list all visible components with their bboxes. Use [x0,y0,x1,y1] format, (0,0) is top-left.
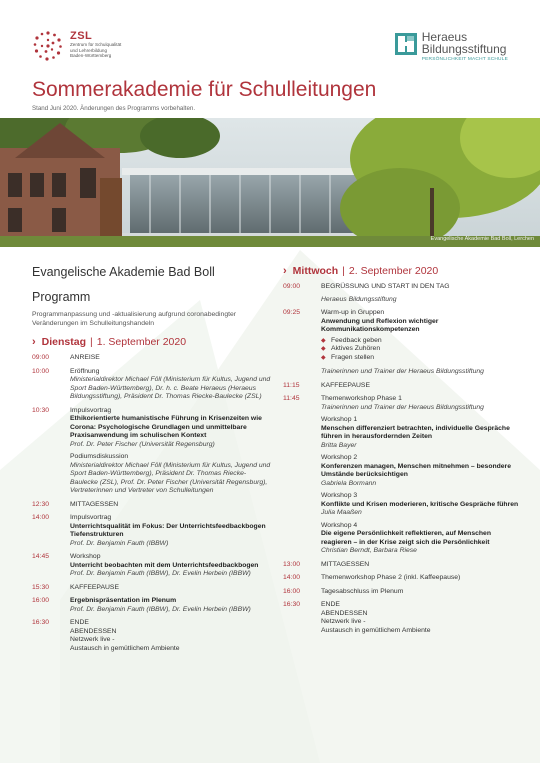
entry-body [70,553,272,579]
entry-time: 12:30 [32,500,50,508]
entry-label: Impulsvortrag [70,514,112,521]
entry-time: 09:00 [32,354,50,361]
workshop-title: Die eigene Persönlichkeit reflektieren, auf Menschen reagieren – in der Krise zeigt sich die Persönlichkeit [321,530,491,546]
schedule-entry [32,514,272,548]
schedule-entry [32,553,272,579]
day1-date: 1. September 2020 [96,336,187,348]
schedule-entry [283,382,523,391]
day2-name: Mittwoch [292,265,339,277]
entry-title: Unterricht beobachten mit dem Unterrichtsfeedbackbogen [70,561,259,569]
entry-time: 14:45 [32,553,50,560]
heraeus-name: Heraeus [421,30,468,44]
entry-text: ANREISE [70,354,100,361]
entry-line: ENDE [70,619,89,626]
entry-time: 09:25 [283,309,301,316]
entry-host: Trainerinnen und Trainer der Heraeus Bildungsstiftung [321,403,484,411]
entry-text: Tagesabschluss im Plenum [321,587,404,595]
workshop-speaker: Julia Maaßen [321,509,362,516]
entry-time: 14:00 [32,514,50,521]
entry-line: ABENDESSEN [70,627,117,635]
entry-text: KAFFEEPAUSE [321,381,370,389]
entry-time: 13:00 [283,560,301,568]
workshop-label: Workshop 2 [321,454,358,461]
entry-time: 10:00 [32,367,50,375]
entry-text: KAFFEEPAUSE [70,583,119,591]
entry-time: 16:00 [283,587,301,595]
entry-label: Themenworkshop Phase 1 [321,395,402,402]
schedule-entry [32,501,272,510]
entry-label: Workshop [70,553,101,560]
workshop-speaker: Gabriela Bormann [321,479,377,487]
entry-body [70,407,272,496]
entry-text: Themenworkshop Phase 2 (inkl. Kaffeepause) [321,574,461,581]
entry-body [321,283,523,304]
heraeus-logo [395,31,508,62]
entry-text: BEGRÜSSUNG UND START IN DEN TAG [321,283,450,290]
heraeus-name2: Bildungsstiftung [421,42,507,56]
entry-title: Ethikorientierte humanistische Führung in Krisenzeiten wie Corona: Psychologische Grundlagen und unmittelbare Praxisanwendung im schulischen Kontext [70,415,262,439]
workshop-title: Konflikte und Krisen moderieren, kritische Gespräche führen [321,500,519,508]
entry-line: Netzwerk live - [70,636,115,643]
schedule-entry [32,597,272,614]
chevron-right-icon: › [283,265,287,277]
entry-time: 10:30 [32,406,50,414]
entry-label: Warm-up in Gruppen [321,309,385,316]
header [0,0,540,78]
bullet-item: ◆ Fragen stellen [321,354,523,363]
day2-heading [283,265,523,278]
entry-host: Trainerinnen und Trainer der Heraeus Bildungsstiftung [321,368,484,375]
zsl-line3: Baden-Württemberg [70,53,112,59]
venue: Evangelische Akademie Bad Boll [32,265,215,279]
entry-body [70,597,272,614]
title-block [0,78,540,112]
bullet-item: ◆ Aktives Zuhören [321,345,523,354]
building-photo [0,118,540,247]
entry-time: 16:00 [32,597,50,604]
workshop-title: Konferenzen managen, Menschen mitnehmen – besondere Umstände berücksichtigen [321,462,511,478]
schedule-entry [283,395,523,556]
stand-note: Stand Juni 2020. Änderungen des Programms vorbehalten. [32,105,196,112]
entry-text: MITTAGESSEN [70,500,119,508]
entry-time: 15:30 [32,583,50,591]
zsl-abbr: ZSL [70,30,93,42]
schedule-entry [283,561,523,570]
entry-title: Unterrichtsqualität im Fokus: Der Unterrichtsfeedbackbogen Tiefenstrukturen [70,522,266,538]
entry-body [321,309,523,377]
day1-heading [32,336,272,349]
entry-time: 16:30 [283,601,301,608]
entry-title: Ergebnispräsentation im Plenum [70,597,177,604]
entry-time: 14:00 [283,574,301,581]
entry-speaker: Prof. Dr. Benjamin Fauth (IBBW), Dr. Evelin Herbein (IBBW) [70,605,251,613]
schedule-entry [283,601,523,635]
entry-line: ABENDESSEN [321,609,368,617]
schedule-entry [283,309,523,377]
entry-time: 11:45 [283,395,300,402]
intro-text: Programmanpassung und -aktualisierung aufgrund coronabedingter Veränderungen im Schulleitungshandeln [32,311,237,327]
bullet-item: ◆ Feedback geben [321,337,523,346]
entry-speaker: Prof. Dr. Benjamin Fauth (IBBW), Dr. Evelin Herbein (IBBW) [70,570,251,577]
entry-line: ENDE [321,601,340,608]
heraeus-mark-icon [395,33,417,55]
entry-speaker: Prof. Dr. Benjamin Fauth (IBBW) [70,539,169,547]
workshop-label: Workshop 1 [321,416,358,423]
photo-credit: Evangelische Akademie Bad Boll, Lerchen [430,236,534,242]
entry-text: MITTAGESSEN [321,560,370,568]
workshop-title: Menschen differenziert betrachten, individuelle Gespräche führen in herausfordernden Zeiten [321,424,510,440]
entry-body [70,514,272,548]
page-title: Sommerakademie für Schulleitungen [32,78,377,101]
entry-time: 09:00 [283,283,301,290]
day1-name: Dienstag [41,336,87,348]
zsl-dots-icon [32,30,64,62]
entry-title: Anwendung und Reflexion wichtiger Kommunikationskompetenzen [321,317,439,333]
entry-time: 11:15 [283,381,300,389]
entry-line: Austausch in gemütlichem Ambiente [321,626,431,634]
entry-body [321,395,523,556]
schedule-entry [283,283,523,304]
zsl-logo [32,30,121,62]
bullet-list [321,337,523,363]
zsl-line1: Zentrum für Schulqualität [70,42,122,47]
schedule-entry [283,588,523,597]
chevron-right-icon: › [32,336,36,348]
entry-label2: Podiumsdiskussion [70,453,129,460]
schedule-entry [32,407,272,496]
left-column [32,265,272,653]
heraeus-claim: PERSÖNLICHKEIT MACHT SCHULE [421,57,508,62]
workshop-speaker: Christian Berndt, Barbara Riese [321,547,417,554]
entry-time: 16:30 [32,619,50,626]
entry-panel: Ministerialdirektor Michael Föll (Ministerium für Kultus, Jugend und Sport Baden-Württemberg), Präsident Dr. Thomas Riecke-Baulecke (ZSL), Prof. Dr. Peter Fischer (Universität Regensburg), Vertreterinnen und Vertreter von Schulleitungen [70,461,271,494]
workshop-speaker: Britta Bayer [321,441,357,449]
schedule-entry [32,584,272,593]
entry-host: Heraeus Bildungsstiftung [321,295,397,303]
right-column [283,265,523,635]
schedule-entry [32,619,272,653]
workshop-label: Workshop 3 [321,492,358,499]
entry-line: Austausch in gemütlichem Ambiente [70,644,180,652]
programm-heading: Programm [32,290,91,304]
day2-date: 2. September 2020 [348,265,439,277]
zsl-line2: und Lehrerbildung [70,47,108,53]
entry-speakers: Ministerialdirektor Michael Föll (Ministerium für Kultus, Jugend und Sport Baden-Württemberg), Dr. h. c. Beate Heraeus (Heraeus Bildungsstiftung), Präsident Dr. Thomas Riecke-Baulecke (ZSL) [70,376,271,400]
entry-body [321,601,523,635]
workshop-label: Workshop 4 [321,521,358,529]
hero-photo [0,118,540,247]
day1-sep: | [90,336,93,348]
day2-sep: | [342,265,345,277]
entry-body [70,368,272,402]
entry-body [70,619,272,653]
schedule-entry [32,354,272,363]
entry-line: Netzwerk live - [321,618,366,625]
schedule-entry [283,574,523,583]
entry-label: Eröffnung [70,367,100,375]
entry-label: Impulsvortrag [70,406,112,414]
entry-speaker: Prof. Dr. Peter Fischer (Universität Regensburg) [70,440,215,448]
schedule-entry [32,368,272,402]
